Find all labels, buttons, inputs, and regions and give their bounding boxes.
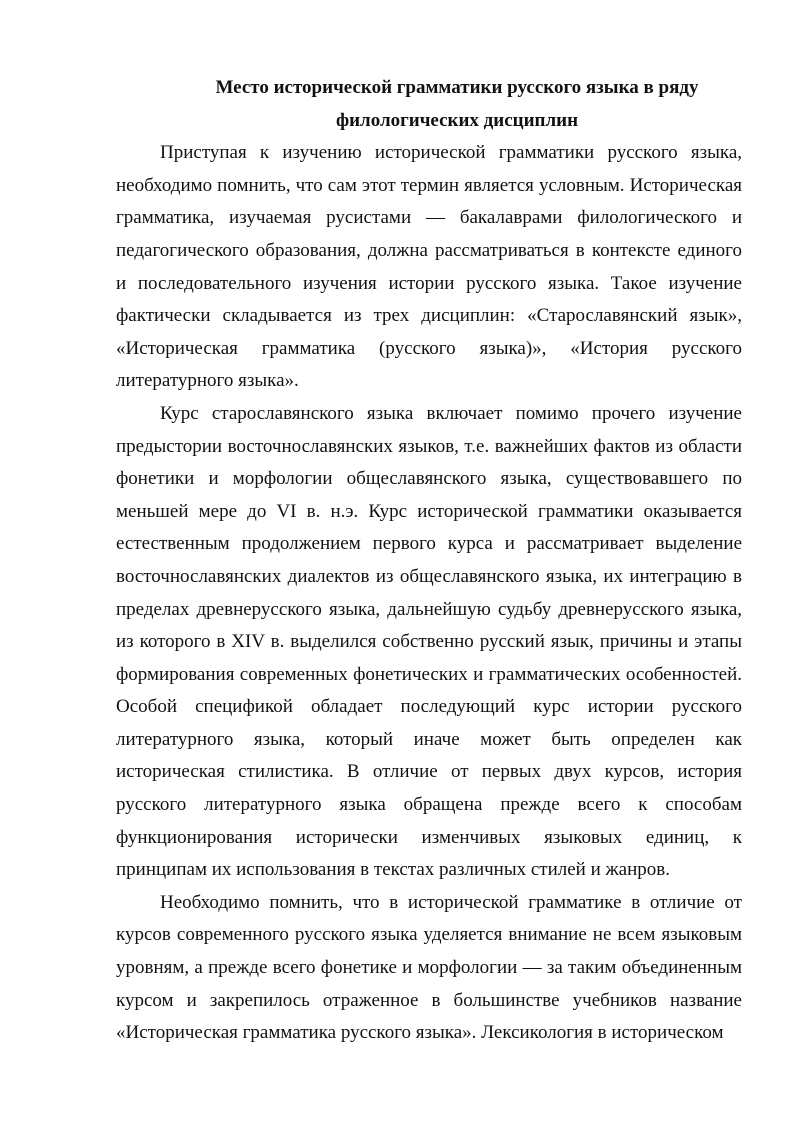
document-page	[116, 72, 742, 1050]
paragraph-2: Курс старославянского языка включает помимо прочего изучение предыстории восточнославянских языков, т.е. важнейших фактов из области фонетики и морфологии общеславянского языка, существовавшего по меньшей мере до VI в. н.э. Курс исторической грамматики оказывается естественным продолжением первого курса и рассматривает выделение восточнославянских диалектов из общеславянского языка, их интеграцию в пределах древнерусского языка, дальнейшую судьбу древнерусского языка, из которого в XIV в. выделился собственно русский язык, причины и этапы формирования современных фонетических и грамматических особенностей. Особой спецификой обладает последующий курс истории русского литературного языка, который иначе может быть определен как историческая стилистика. В отличие от первых двух курсов, история русского литературного языка обращена прежде всего к способам функционирования исторически изменчивых языковых единиц, к принципам их использования в текстах различных стилей и жанров.	[116, 402, 742, 881]
title-line-1: Место исторической грамматики русского языка в ряду	[215, 77, 699, 98]
document-title	[116, 72, 742, 137]
title-line-2: филологических дисциплин	[335, 109, 579, 131]
paragraph-3: Необходимо помнить, что в исторической грамматике в отличие от курсов современного русского языка уделяется внимание не всем языковым уровням, а прежде всего фонетике и морфологии — за таким объединенным курсом и закрепилось отраженное в большинстве учебников название «Историческая грамматика русского языка». Лексикология в историческом	[116, 891, 742, 1044]
paragraph-1: Приступая к изучению исторической грамматики русского языка, необходимо помнить, что сам этот термин является условным. Историческая грамматика, изучаемая русистами — бакалаврами филологического и педагогического образования, должна рассматриваться в контексте единого и последовательного изучения истории русского языка. Такое изучение фактически складывается из трех дисциплин: «Старославянский язык», «Историческая грамматика (русского языка)», «История русского литературного языка».	[116, 142, 742, 392]
